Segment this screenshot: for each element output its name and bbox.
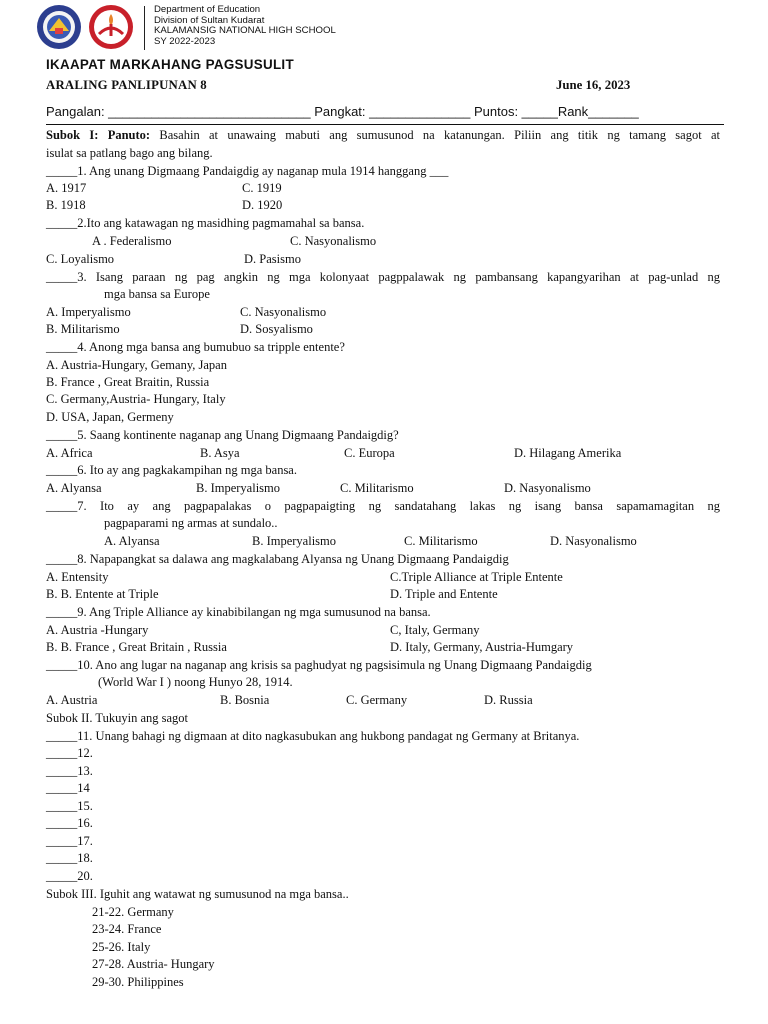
q5-option-c: C. Europa	[344, 446, 395, 460]
header-line-sy: SY 2022-2023	[154, 35, 216, 47]
subok3-label: Subok III. Iguhit ang watawat ng sumusunod na mga bansa..	[46, 887, 349, 901]
question-10-cont: (World War I ) noong Hunyo 28, 1914.	[98, 675, 293, 689]
q7-option-b: B. Imperyalismo	[252, 534, 337, 548]
subok3-item: 27-28. Austria- Hungary	[92, 957, 215, 971]
q5-option-d: D. Hilagang Amerika	[514, 446, 622, 460]
subok2-item: _____12.	[46, 746, 93, 760]
q6-option-b: B. Imperyalismo	[196, 481, 281, 495]
q2-option-c: C. Nasyonalismo	[290, 234, 377, 248]
subok1-instruction	[46, 128, 720, 142]
question-1: _____1. Ang unang Digmaang Pandaigdig ay naganap mula 1914 hanggang ___	[46, 164, 449, 178]
question-7: _____7. Ito ay ang pagpapalakas o pagpapaigting ng sandatahang lakas ng isang bansa sapamamagitan ng	[46, 499, 720, 513]
question-6: _____6. Ito ay ang pagkakampihan ng mga bansa.	[46, 463, 297, 477]
q10-option-c: C. Germany	[346, 693, 408, 707]
question-3-cont: mga bansa sa Europe	[104, 287, 210, 301]
q3-option-b: B. Militarismo	[46, 322, 120, 336]
q8-option-a: A. Entensity	[46, 570, 109, 584]
question-3: _____3. Isang paraan ng pag angkin ng mga kolonyaat pagppalawak ng pambansang kapangyarihan at pag-unlad ng	[46, 270, 720, 284]
q1-option-c: C. 1919	[242, 181, 282, 195]
q10-option-b: B. Bosnia	[220, 693, 270, 707]
deped-seal-icon	[36, 4, 82, 50]
subok3-item: 21-22. Germany	[92, 905, 174, 919]
q8-option-c: C.Triple Alliance at Triple Entente	[390, 570, 563, 584]
q1-option-d: D. 1920	[242, 198, 283, 212]
school-logo-icon	[88, 4, 134, 50]
q3-option-c: C. Nasyonalismo	[240, 305, 327, 319]
student-info-fields[interactable]: Pangalan: ____________________________ Pangkat: ______________ Puntos: _____Rank_______	[46, 104, 639, 119]
q2-option-a: A . Federalismo	[92, 234, 172, 248]
subok2-item: _____18.	[46, 851, 93, 865]
q4-option-d: D. USA, Japan, Germeny	[46, 410, 174, 424]
letterhead	[36, 4, 736, 50]
q7-option-d: D. Nasyonalismo	[550, 534, 637, 548]
q7-option-a: A. Alyansa	[104, 534, 160, 548]
q1-option-a: A. 1917	[46, 181, 87, 195]
q6-option-a: A. Alyansa	[46, 481, 102, 495]
fields-underline	[46, 124, 724, 125]
header-text	[154, 5, 336, 47]
q7-option-c: C. Militarismo	[404, 534, 478, 548]
question-9: _____9. Ang Triple Alliance ay kinabibilangan ng mga sumusunod na bansa.	[46, 605, 431, 619]
subok3-item: 25-26. Italy	[92, 940, 151, 954]
q4-option-c: C. Germany,Austria- Hungary, Italy	[46, 392, 226, 406]
q3-option-d: D. Sosyalismo	[240, 322, 313, 336]
subok2-item: _____15.	[46, 799, 93, 813]
q10-option-d: D. Russia	[484, 693, 533, 707]
question-10: _____10. Ano ang lugar na naganap ang krisis sa paghudyat ng pagsisimula ng Unang Digmaang Pandaigdig	[46, 658, 592, 672]
q9-option-a: A. Austria -Hungary	[46, 623, 149, 637]
header-line-deped: Department of Education	[154, 4, 261, 15]
header-line-school: KALAMANSIG NATIONAL HIGH SCHOOL	[154, 25, 336, 37]
header-divider	[144, 6, 145, 50]
q4-option-b: B. France , Great Braitin, Russia	[46, 375, 210, 389]
subok2-item: _____17.	[46, 834, 93, 848]
question-8: _____8. Napapangkat sa dalawa ang magkalabang Alyansa ng Unang Digmaang Pandaigdig	[46, 552, 509, 566]
q10-option-a: A. Austria	[46, 693, 98, 707]
subok3-item: 29-30. Philippines	[92, 975, 184, 989]
subok2-label: Subok II. Tukuyin ang sagot	[46, 711, 189, 725]
q4-option-a: A. Austria-Hungary, Gemany, Japan	[46, 358, 227, 372]
q9-option-d: D. Italy, Germany, Austria-Humgary	[390, 640, 574, 654]
question-4: _____4. Anong mga bansa ang bumubuo sa tripple entente?	[46, 340, 345, 354]
q9-option-b: B. B. France , Great Britain , Russia	[46, 640, 227, 654]
subok3-item: 23-24. France	[92, 922, 162, 936]
q2-option-d: D. Pasismo	[244, 252, 301, 266]
subok2-item: _____11. Unang bahagi ng digmaan at dito nagkasubukan ang hukbong pandagat ng Germany at Britanya.	[46, 729, 580, 743]
subok2-item: _____20.	[46, 869, 93, 883]
exam-title: IKAAPAT MARKAHANG PAGSUSULIT	[46, 57, 294, 72]
q8-option-d: D. Triple and Entente	[390, 587, 498, 601]
subok2-item: _____13.	[46, 764, 93, 778]
question-5: _____5. Saang kontinente naganap ang Unang Digmaang Pandaigdig?	[46, 428, 399, 442]
subok1-label: Subok I: Panuto:	[46, 128, 151, 142]
subok2-item: _____16.	[46, 816, 93, 830]
question-2: _____2.Ito ang katawagan ng masidhing pagmamahal sa bansa.	[46, 216, 365, 230]
q1-option-b: B. 1918	[46, 198, 86, 212]
q6-option-c: C. Militarismo	[340, 481, 414, 495]
question-7-cont: pagpaparami ng armas at sundalo..	[104, 516, 278, 530]
subok1-instruction-text: Basahin at unawaing mabuti ang sumusunod na katanungan. Piliin ang titik ng tamang sagot at	[159, 128, 721, 142]
q5-option-a: A. Africa	[46, 446, 93, 460]
subok1-instruction-cont: isulat sa patlang bago ang bilang.	[46, 146, 213, 160]
q8-option-b: B. B. Entente at Triple	[46, 587, 159, 601]
exam-date: June 16, 2023	[556, 78, 631, 92]
q6-option-d: D. Nasyonalismo	[504, 481, 591, 495]
q9-option-c: C, Italy, Germany	[390, 623, 480, 637]
q5-option-b: B. Asya	[200, 446, 240, 460]
header-line-division: Division of Sultan Kudarat	[154, 14, 265, 26]
subject-label: ARALING PANLIPUNAN 8	[46, 78, 207, 92]
q3-option-a: A. Imperyalismo	[46, 305, 131, 319]
q2-option-c-loyalismo: C. Loyalismo	[46, 252, 115, 266]
subok2-item: _____14	[46, 781, 90, 795]
